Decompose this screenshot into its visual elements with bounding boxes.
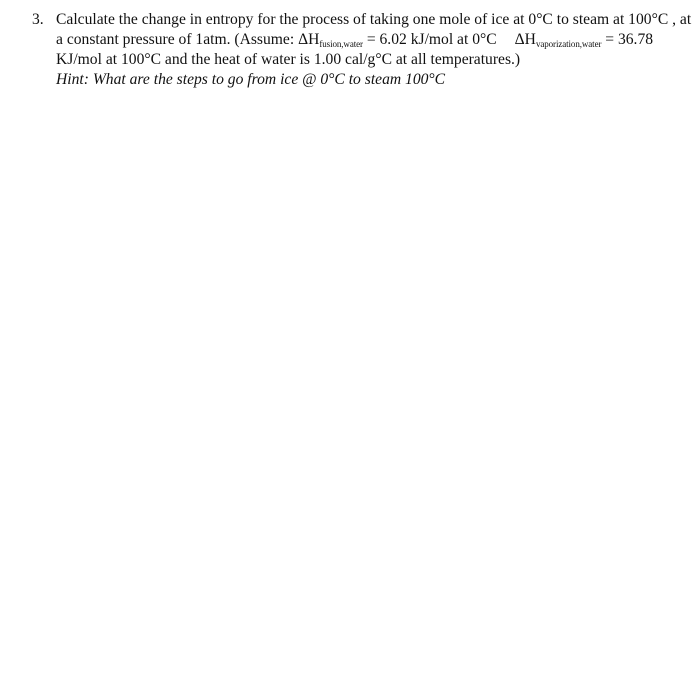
vaporization-symbol: ΔH [514, 31, 536, 48]
problem-line-3 [32, 50, 692, 70]
assume-fusion-text: a constant pressure of 1atm. (Assume: ΔH [56, 31, 320, 48]
problem-text-line-1: Calculate the change in entropy for the process of taking one mole of ice at 0°C to steam at 100°C , at [56, 11, 692, 28]
problem-line-2 [32, 30, 692, 50]
fusion-subscript: fusion,water [319, 39, 363, 49]
fusion-value-text: = 6.02 kJ/mol at 0°C [362, 31, 497, 48]
vaporization-value-text: = 36.78 [601, 31, 654, 48]
vaporization-subscript: vaporization,water [535, 39, 602, 49]
problem-line-1 [32, 10, 692, 30]
problem-text-line-3: KJ/mol at 100°C and the heat of water is 1.00 cal/g°C at all temperatures.) [56, 51, 521, 68]
problem-number: 3. [32, 11, 44, 28]
problem-3 [32, 10, 692, 90]
problem-line-4 [32, 70, 692, 90]
hint-text: Hint: What are the steps to go from ice @ 0°C to steam 100°C [56, 71, 446, 88]
